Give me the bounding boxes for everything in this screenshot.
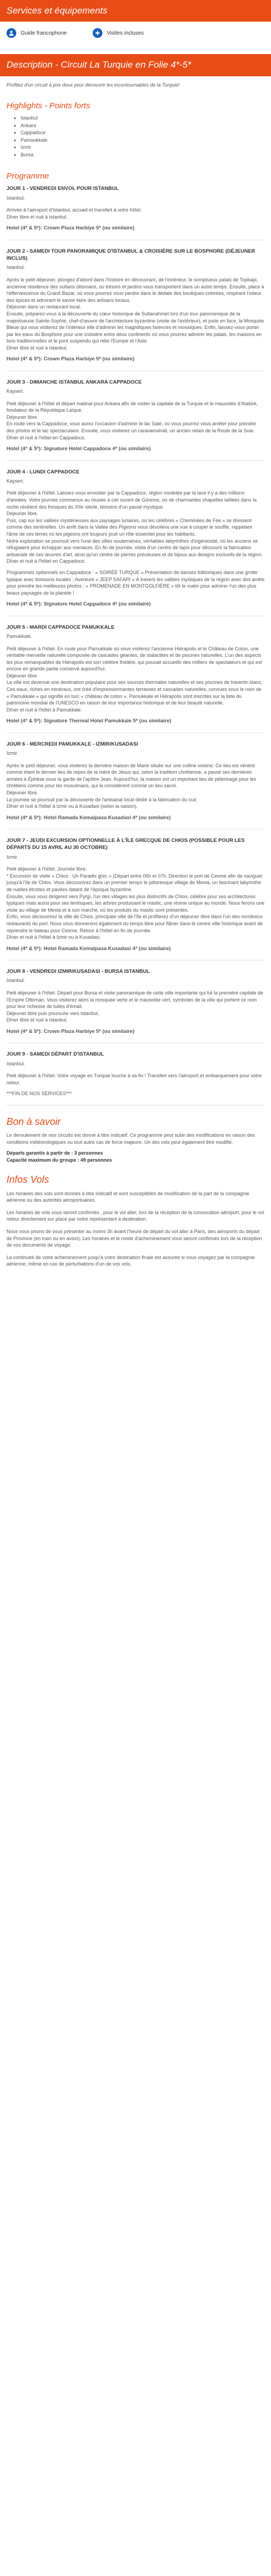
day-paragraph: Petit déjeuner à l'hôtel. Départ pour Bursa et visite panoramique de cette ville importante qui fut la première capitale de l'Empire Ottoman. Vous visiterez alors la mosquée verte et le mausolée vert, symboles de la ville qui portent ce nom pour leur richesse de tuiles d'émail. Déjeuner libre puis poursuite vers Istanbul. Dîner libre et nuit à Istanbul. [7,990,263,1023]
day-title: JOUR 8 - VENDREDI IZMIR/KUSADASI - BURSA ISTANBUL [7,969,150,975]
services-header [0,0,271,22]
highlights-title: Highlights - Points forts [7,101,91,111]
day-paragraph: Petit déjeuner à l'hôtel. En route pour Pamukkale où vous visiterez l'ancienne Hiérapolis et le Château de Coton, une véritable merveille naturelle composée de cascades géantes, de stalactites et de piscines naturelles. L'un des aspects les plus remarquables de Hiérapolis est son célèbre théâtre, qui pouvait accueillir des milliers de spectateurs et qui est encore en grande partie conservé aujourd'hui. Déjeuner libre La ville est devenue une destination populaire pour ses sources thermales naturelles et ses piscines de travertin blanc. Ces eaux, riches en minéraux, ont créé d'impressionnantes terrasses et cascades naturelles, connues sous le nom de « Pamukkale » qui signifie en turc « château de coton ». Pamukkale et Hiérapolis sont inscrites sur la liste du patrimoine mondial de l'UNESCO en raison de leur importance historique et de leur beauté naturelle. Dîner et nuit à l'hôtel à Pamukkale. [7,645,263,713]
day-title: JOUR 1 - VENDREDI ENVOL POUR ISTANBUL [7,186,119,192]
intro-text: Profitez d'un circuit à prix doux pour découvrir les incontournables de la Turquie! [7,82,180,88]
day-block [7,624,264,725]
day-place: Izmir. [7,854,18,860]
day-place: Pamukkale. [7,633,33,639]
service-visits [93,28,144,38]
day-block [7,469,264,608]
day-hotel: Hotel (4* & 5*): Signature Thermal Hotel Pamukkale 5* (ou similaire) [7,718,172,724]
day-title: JOUR 7 - JEUDI EXCURSION OPTIONNELLE À L'ÎLE GRECQUE DE CHIOS (POSSIBLE POUR LES DÉPARTS DU 15 AVRIL AU 30 OCTOBRE) [7,838,245,851]
day-place: Istanbul. [7,978,25,984]
day-block [7,741,264,821]
day-hotel: Hotel (4* & 5*): Hotel Ramada Kemalpasa Kusadasi 4* (ou similaire) [7,814,171,821]
service-visits-label: Visites incluses [107,30,144,36]
highlight-item: • Istanbul [21,115,264,122]
day-paragraph: Petit déjeuner à l'hôtel. Votre voyage en Turquie touche à sa fin ! Transfert vers l'aéroport et embarquement pour votre retour. [7,1073,262,1085]
day-title: JOUR 4 - LUNDI CAPPADOCE [7,469,80,475]
bon-a-savoir-paragraph: Le déroulement de nos circuits est donné à titre indicatif. Ce programme peut subir des modifications en raison des conditions météorologiques ou tout autre cas de force majeure. Un des vols peut également être modifié. [7,1132,255,1145]
day-block [7,968,264,1035]
services-header-title: Services et équipements [7,5,108,16]
day-place: Kayseri. [7,478,24,484]
service-guide-label: Guide francophone [21,30,67,36]
highlight-item: • Cappadoce [21,129,264,137]
day-block [7,248,264,363]
infos-vols-paragraph: Les horaires des vols sont donnés à titre indicatif et sont susceptibles de modification de la part de la compagnie aérienne ou des autorités aéroportuaires. [7,1190,249,1203]
day-paragraph: Arrivée à l'aéroport d'Istanbul, accueil et transfert à votre hôtel. Dîner libre et nuit à Istanbul. [7,207,142,220]
infos-vols-paragraph: Les horaires de vols vous seront confirmés , pour le vol aller, lors de la réception de la convocation aéroport, pour le vol retour directement sur place par notre représentant à destination. [7,1209,264,1222]
day-paragraph: Après le petit déjeuner, plongez d'abord dans l'histoire en découvrant, de l'extérieur, le somptueux palais de Topkapi, ancienne résidence des sultans ottomans, ou trésors et jardins vous transportent dans un autre temps. Ensuite, place à l'effervescence du Grand Bazar, où vous pourrez vous perdre dans le dédale des boutiques colorées, respirant l'odeur des épices et admirant le savoir-faire des artisans locaux. Déjeuner dans un restaurant local. Ensuite, préparez-vous à la découverte du cœur historique de Sultanahmet lors d'un tour panoramique de la majestueuse Sainte-Sophie, chef-d'œuvre de l'architecture byzantine (visite de l'extérieur), et juste en face, la Mosquée Bleue qui vous visiterez de l'intérieur elle d'admirer les magnifiques faïences et mosaïques. Enfin, laissez-vous porter par les eaux du Bosphore pour une croisière entre deux continents où vous pourrez admirer les palais, les maisons en bois traditionnelles et le pont suspendu qui relie l'Europe et l'Asie. Dîner libre et nuit à Istanbul. [7,276,264,351]
day-hotel: Hotel (4* & 5*): Crown Plaza Harbiye 5* (ou similaire) [7,225,134,232]
bon-a-savoir-title: Bon à savoir [7,1116,61,1127]
day-title: JOUR 6 - MERCREDI PAMUKKALE - IZMIR/KUSADASI [7,741,138,747]
day-paragraph: Programmes optionnels en Cappadoce : « SOIRÉE TURQUE » Présentation de danses folkloriques dans une grotte typique avec boissons locales ; Aventure « JEEP SAFARI » À travers les vallées mystiques de la région avec des arrêts pour prendre les meilleures photos ; « PROMENADE EN MONTGOLFIÈRE » tôt le matin pour admirer l'un des plus beaux paysages de la planète ! [7,569,264,596]
day-place: Istanbul. [7,265,25,271]
highlight-item: • Ankara [21,122,264,130]
infos-vols-paragraph: Nous vous prions de vous présenter au moins 3h avant l'heure de départ du vol aller à Paris, des aéroports du départ de Province (en train ou en avion). Les horaires et le mode d'acheminement vous seront confirmés lors de la réception de vos documents de voyage. [7,1229,262,1248]
day-title: JOUR 3 - DIMANCHE ISTANBUL ANKARA CAPPADOCE [7,379,142,385]
user-icon [7,28,16,38]
day-block [7,1051,264,1097]
day-block [7,185,264,232]
day-place: Kayseri. [7,388,24,394]
highlight-item: • Bursa [21,151,264,159]
day-paragraph: Petit déjeuner à l'hôtel. Journée libre. * Excursion de visite « Chios : Un Paradis grec » (Départ entre 06h et 07h. Direction le port de Cesme afin de naviguer jusqu'à l'île de Chios. Vous découvrirez dans un premier temps le pittoresque village de Mesta, un fascinant labyrinthe de ruelles étroites et pavées datant de l'époque byzantine. Ensuite, vous vous dirigerez vers Pyrgi, l'un des villages les plus distinctifs de Chios, célèbre pour ses architectures typiques mais aussi pour ses lentisques, les arbres produisant le mastic, une résine unique au monde. Nous ferons une visite au village de Mesta et à son marché, où les produits du mastic sont présentés. Enfin, vous découvrirez la ville de Chios, principale ville de l'île et profiterez d'un déjeuner libre dans l'un des nombreux restaurants du port. Nous vous donnerons également du temps libre pour flâner dans le centre ville historique avant de reprendre le bateau pour Cesme. Retour à l'hôtel en fin de journée. Dîner et nuit à l'hôtel à Izmir ou à Kusadasi. [7,866,264,940]
day-paragraph: Petit déjeuner à l'hôtel. Laissez-vous envoûter par la Cappadoce, région modelée par la lave il y a des millions d'années. Votre journée commence au musée à ciel ouvert de Göreme, où de charmantes chapelles taillées dans la roche révèlent des fresques du XIIe siècle, témoins d'un passé mystique. Déjeuner libre. Puis, cap sur les vallées mystérieuses aux paysages lunaires, où les célèbres « Cheminées de Fée » se dressent comme des sentinelles. Un arrêt dans la Vallée des Pigeons vous dévoilera une vue à couper le souffle, rappelant l'âme de ces terres où les pigeons ont toujours joué un rôle essentiel pour les habitants. Notre exploration se poursuit vers l'une des villes souterraines, véritables labyrinthes d'ingéniosité, où les anciens se réfugiaient pour échapper aux menaces. En fin de journée, visite d'un centre de tapis pour découvrir la fabrication artisanale de ces œuvres d'art, ainsi qu'un centre de pierres précieuses et de bijoux aux designs exclusifs de la région. Dîner et nuit à l'hôtel en Cappadoce. [7,490,263,564]
day-paragraph: Petit déjeuner à l'hôtel et départ matinal pour Ankara afin de visiter la capitale de la Turquie et le mausolée d'Atatürk, fondateur de la République Laïque. Déjeuner libre. En route vers la Cappadoce, vous aurez l'occasion d'admirer le lac Salé, où vous pourrez vous arrêter pour prendre des photos et le lac spectaculaire. Ensuite, vous visiterez un caravansérail, un ancien relais de la Route de la Soie. Dîner et nuit à l'hôtel en Cappadoce. [7,400,258,440]
day-place: Izmir. [7,750,18,756]
day-place: Istanbul. [7,195,25,201]
page [0,0,271,1273]
day-hotel: Hotel (4* & 5*): Hotel Ramada Kemalpasa Kusadasi 4* (ou similaire) [7,945,171,952]
day-hotel: Hotel (4* & 5*): Signature Hotel Cappadoce 4* (ou similaire) [7,446,151,452]
description-header [0,54,271,76]
day-title: JOUR 2 - SAMEDI TOUR PANORAMIQUE D'ISTANBUL & CROISIÈRE SUR LE BOSPHORE (DÉJEUNER INCLUS) [7,248,255,262]
bon-a-savoir-paragraph: Départs garantis à partir de : 3 personnes Capacité maximum du groupe : 49 personnes [7,1150,112,1163]
infos-vols-title: Infos Vols [7,1174,49,1185]
bon-a-savoir-body [7,1132,264,1163]
service-guide [7,28,67,38]
description-header-title: Description - Circuit La Turquie en Folie 4*-5* [7,60,191,70]
day-block [7,837,264,952]
highlight-item: • Pamoukkale [21,137,264,144]
services-row [0,22,271,43]
highlights-list [7,115,264,159]
day-block [7,379,264,453]
highlight-item: • Izmir [21,144,264,151]
day-hotel: Hotel (4* & 5*): Crown Plaza Harbiye 5* (ou similaire) [7,1028,134,1035]
divider [7,460,264,461]
day-place: Istanbul. [7,1060,25,1066]
day-title: JOUR 5 - MARDI CAPPADOCE PAMUKKALE [7,624,115,630]
content [0,76,271,1268]
infos-vols-paragraph: La continuité de votre acheminement jusqu'à votre destination finale est assurée si vous voyagez par la compagnie aérienne, même en cas de perturbations d'un de vos vols. [7,1254,255,1267]
plus-icon [93,28,102,38]
day-hotel: Hotel (4* & 5*): Crown Plaza Harbiye 5* (ou similaire) [7,356,134,363]
programme-title: Programme [7,172,49,181]
day-paragraph: ***FIN DE NOS SERVICES*** [7,1091,72,1097]
infos-vols-body [7,1190,264,1268]
day-paragraph: Après le petit déjeuner, vous visiterez la dernière maison de Marie située sur une colline voisine. Ce lieu est vénéré comme étant le dernier lieu de repos de la mère de Jésus qui, selon la tradition chrétienne, a passé ses dernières années à Éphèse sous la garde de l'apôtre Jean. Aujourd'hui, la maison est un important lieu de pèlerinage pour les chrétiens comme pour les musulmans, qui la considèrent comme un lieu sacré. Déjeuner libre. La journée se poursuit par la découverte de l'artisanat local dédié à la fabrication du cuir. Dîner et nuit à l'hôtel à Izmir ou à Kusadasi (selon la saison). [7,762,256,809]
day-title: JOUR 9 - SAMEDI DÉPART D'ISTANBUL [7,1051,104,1058]
programme-days [7,185,264,1105]
day-hotel: Hotel (4* & 5*): Signature Hotel Cappadoce 4* (ou similaire) [7,601,151,608]
